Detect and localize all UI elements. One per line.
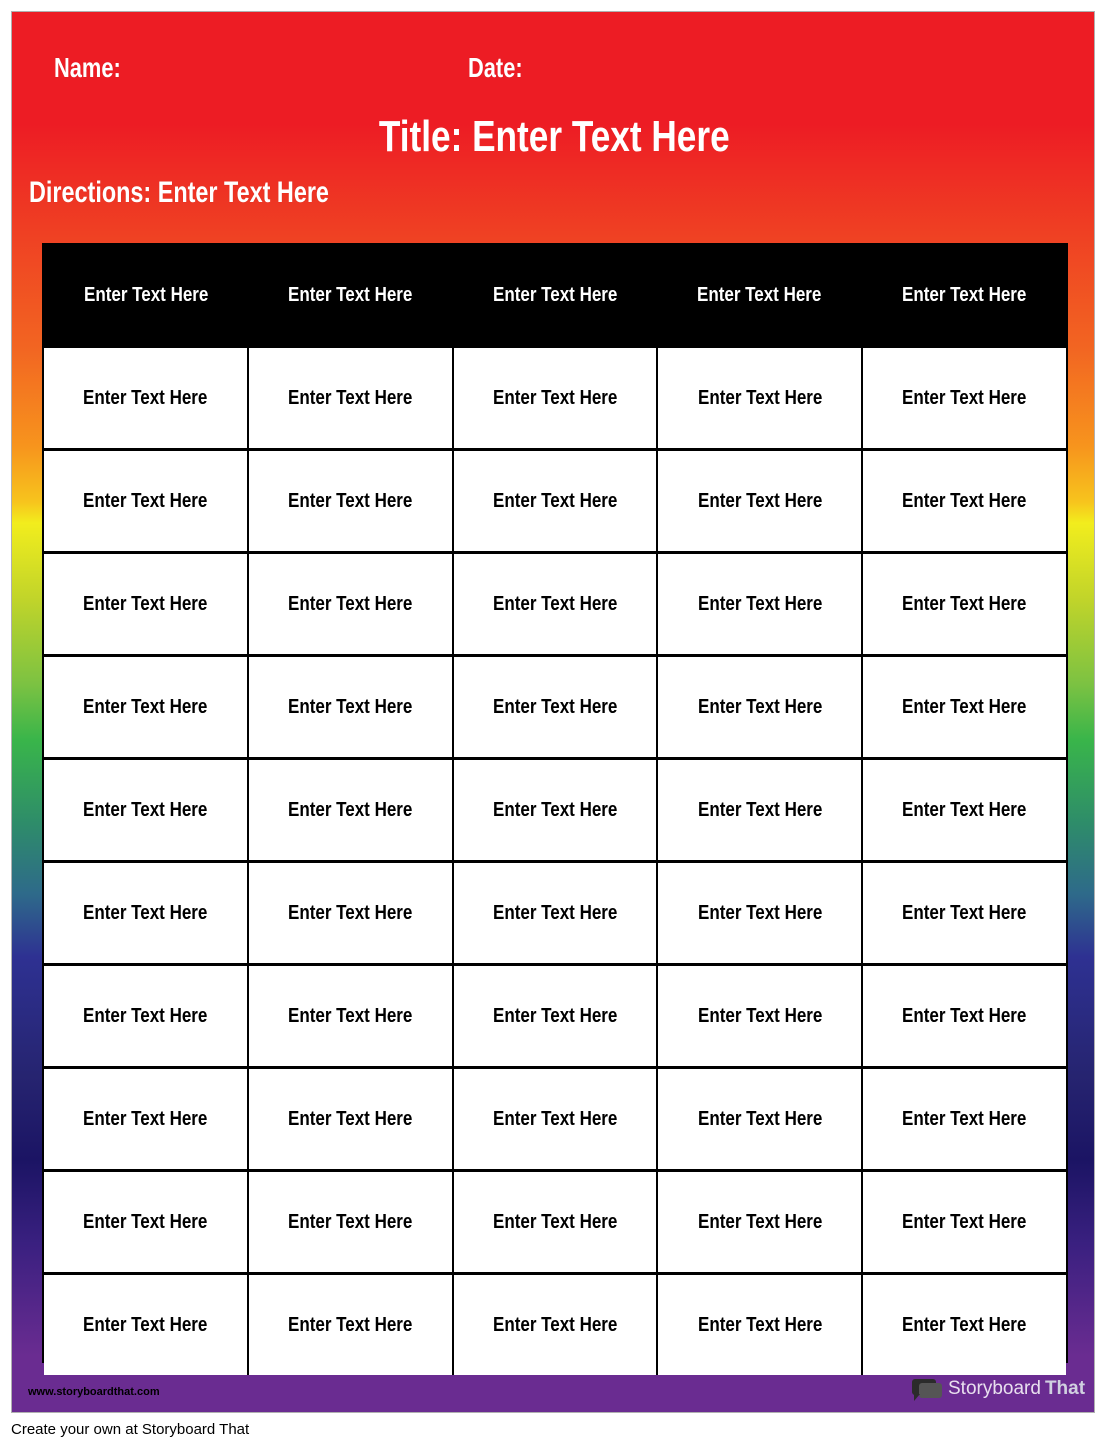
table-header-row: [44, 245, 1066, 345]
table-row: [44, 1272, 1066, 1375]
worksheet-table: [42, 243, 1068, 1363]
table-cell[interactable]: Enter Text Here: [247, 1069, 452, 1169]
storyboardthat-logo: [910, 1376, 1085, 1402]
table-cell[interactable]: Enter Text Here: [44, 863, 247, 963]
bottom-caption: Create your own at Storyboard That: [11, 1421, 250, 1438]
date-label: Date:: [468, 52, 523, 83]
table-row: [44, 654, 1066, 757]
directions: Directions: Enter Text Here: [29, 176, 329, 209]
table-cell[interactable]: Enter Text Here: [247, 1172, 452, 1272]
column-header[interactable]: Enter Text Here: [453, 245, 657, 345]
page-title: [12, 112, 1096, 162]
speech-bubble-icon: [910, 1376, 944, 1402]
table-cell[interactable]: Enter Text Here: [656, 863, 861, 963]
table-cell[interactable]: Enter Text Here: [247, 657, 452, 757]
table-cell[interactable]: Enter Text Here: [44, 1275, 247, 1375]
table-cell[interactable]: Enter Text Here: [861, 863, 1066, 963]
table-cell[interactable]: Enter Text Here: [247, 863, 452, 963]
table-cell[interactable]: Enter Text Here: [452, 1275, 657, 1375]
table-cell[interactable]: Enter Text Here: [656, 1275, 861, 1375]
table-cell[interactable]: Enter Text Here: [44, 451, 247, 551]
table-row: [44, 757, 1066, 860]
table-cell[interactable]: Enter Text Here: [247, 966, 452, 1066]
table-cell[interactable]: Enter Text Here: [247, 348, 452, 448]
column-header[interactable]: Enter Text Here: [248, 245, 452, 345]
worksheet: [11, 11, 1095, 1413]
footer-url: www.storyboardthat.com: [28, 1386, 160, 1398]
table-row: [44, 448, 1066, 551]
table-cell[interactable]: Enter Text Here: [247, 554, 452, 654]
table-cell[interactable]: Enter Text Here: [656, 760, 861, 860]
table-cell[interactable]: Enter Text Here: [44, 657, 247, 757]
table-row: [44, 860, 1066, 963]
column-header[interactable]: Enter Text Here: [657, 245, 861, 345]
table-cell[interactable]: Enter Text Here: [44, 760, 247, 860]
table-cell[interactable]: Enter Text Here: [656, 1172, 861, 1272]
table-cell[interactable]: Enter Text Here: [452, 1172, 657, 1272]
table-cell[interactable]: Enter Text Here: [247, 451, 452, 551]
table-cell[interactable]: Enter Text Here: [656, 451, 861, 551]
table-cell[interactable]: Enter Text Here: [861, 451, 1066, 551]
table-cell[interactable]: Enter Text Here: [247, 1275, 452, 1375]
table-cell[interactable]: Enter Text Here: [656, 348, 861, 448]
table-cell[interactable]: Enter Text Here: [452, 1069, 657, 1169]
table-cell[interactable]: Enter Text Here: [861, 1069, 1066, 1169]
table-cell[interactable]: Enter Text Here: [861, 1275, 1066, 1375]
table-cell[interactable]: Enter Text Here: [861, 554, 1066, 654]
table-cell[interactable]: Enter Text Here: [656, 966, 861, 1066]
table-cell[interactable]: Enter Text Here: [44, 1069, 247, 1169]
table-cell[interactable]: Enter Text Here: [452, 554, 657, 654]
table-cell[interactable]: Enter Text Here: [861, 760, 1066, 860]
page-title-text: Title: Enter Text Here: [378, 112, 730, 161]
table-cell[interactable]: Enter Text Here: [861, 657, 1066, 757]
table-row: [44, 1169, 1066, 1272]
table-cell[interactable]: Enter Text Here: [656, 1069, 861, 1169]
table-cell[interactable]: Enter Text Here: [452, 863, 657, 963]
table-cell[interactable]: Enter Text Here: [44, 1172, 247, 1272]
name-label: Name:: [54, 52, 121, 83]
table-cell[interactable]: Enter Text Here: [452, 760, 657, 860]
table-cell[interactable]: Enter Text Here: [44, 554, 247, 654]
table-cell[interactable]: Enter Text Here: [656, 554, 861, 654]
column-header[interactable]: Enter Text Here: [44, 245, 248, 345]
column-header[interactable]: Enter Text Here: [862, 245, 1066, 345]
table-cell[interactable]: Enter Text Here: [452, 657, 657, 757]
table-row: [44, 551, 1066, 654]
table-cell[interactable]: Enter Text Here: [861, 966, 1066, 1066]
table-cell[interactable]: Enter Text Here: [452, 348, 657, 448]
table-cell[interactable]: Enter Text Here: [452, 451, 657, 551]
table-row: [44, 963, 1066, 1066]
logo-text-storyboard: Storyboard: [948, 1378, 1041, 1399]
table-row: [44, 345, 1066, 448]
table-cell[interactable]: Enter Text Here: [44, 348, 247, 448]
logo-text-that: That: [1044, 1378, 1086, 1399]
table-cell[interactable]: Enter Text Here: [861, 348, 1066, 448]
table-cell[interactable]: Enter Text Here: [247, 760, 452, 860]
table-cell[interactable]: Enter Text Here: [656, 657, 861, 757]
table-cell[interactable]: Enter Text Here: [44, 966, 247, 1066]
table-row: [44, 1066, 1066, 1169]
table-cell[interactable]: Enter Text Here: [861, 1172, 1066, 1272]
table-cell[interactable]: Enter Text Here: [452, 966, 657, 1066]
